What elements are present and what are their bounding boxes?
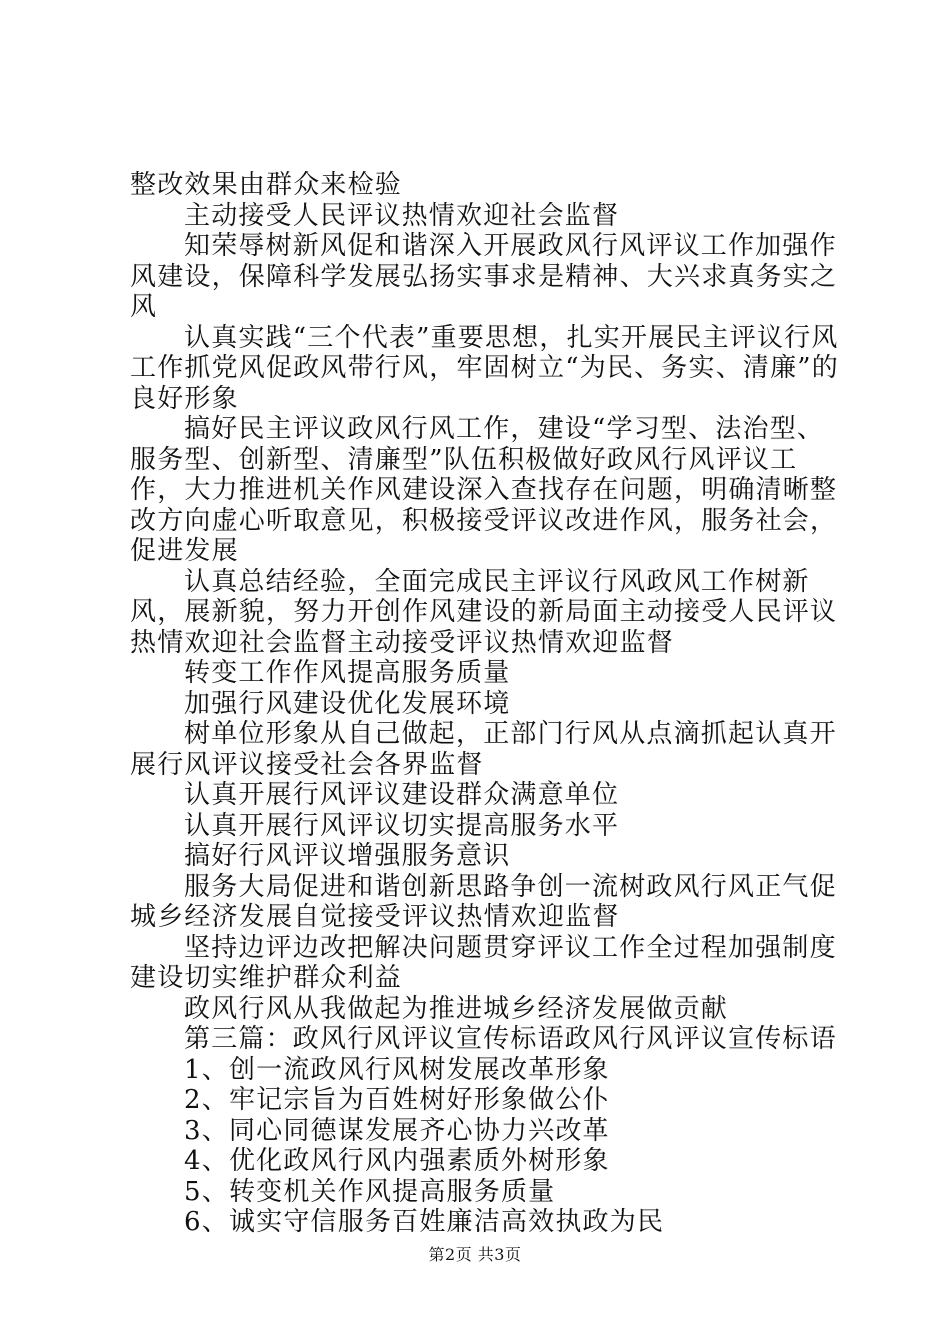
- paragraph-11: 认真开展行风评议切实提高服务水平: [184, 810, 620, 841]
- list-item: 3、同心同德谋发展齐心协力兴改革: [184, 1115, 610, 1146]
- paragraph-7: 转变工作作风提高服务质量: [184, 658, 511, 688]
- paragraph-5: 搞好民主评议政风行风工作，建设“学习型、法治型、服务型、创新型、清廉型”队伍积极做好政风行风评议工作，大力推进机关作风建设深入查找存在问题，明确清晰整改方向虚心听取意见，积极接受评议改进作风，服务社会，促进发展: [130, 414, 838, 566]
- section-heading: 第三篇：政风行风评议宣传标语政风行风评议宣传标语: [184, 1024, 837, 1054]
- paragraph-14: 坚持边评边改把解决问题贯穿评议工作全过程加强制度建设切实维护群众利益: [130, 932, 837, 993]
- paragraph-8: 加强行风建设优化发展环境: [184, 688, 511, 719]
- paragraph-3: 知荣辱树新风促和谐深入开展政风行风评议工作加强作风建设，保障科学发展弘扬实事求是精神、大兴求真务实之风: [130, 231, 838, 322]
- paragraph-1: 整改效果由群众来检验: [130, 170, 403, 200]
- paragraph-6: 认真总结经验，全面完成民主评议行风政风工作树新风，展新貌，努力开创作风建设的新局面主动接受人民评议热情欢迎社会监督主动接受评议热情欢迎监督: [130, 566, 838, 658]
- paragraph-15: 政风行风从我做起为推进城乡经济发展做贡献: [184, 993, 729, 1024]
- list-item: 4、优化政风行风内强素质外树形象: [184, 1146, 610, 1176]
- document-body: [130, 170, 840, 1238]
- paragraph-9: 树单位形象从自己做起，正部门行风从点滴抓起认真开展行风评议接受社会各界监督: [130, 719, 837, 780]
- paragraph-10: 认真开展行风评议建设群众满意单位: [184, 780, 620, 810]
- list-item: 5、转变机关作风提高服务质量: [184, 1176, 556, 1207]
- list-item: 1、创一流政风行风树发展改革形象: [184, 1054, 610, 1085]
- paragraph-4: 认真实践“三个代表”重要思想，扎实开展民主评议行风工作抓党风促政风带行风，牢固树立“为民、务实、清廉”的良好形象: [130, 322, 839, 414]
- paragraph-13: 服务大局促进和谐创新思路争创一流树政风行风正气促城乡经济发展自觉接受评议热情欢迎监督: [130, 871, 837, 932]
- list-item: 2、牢记宗旨为百姓树好形象做公仆: [184, 1085, 610, 1115]
- list-item: 6、诚实守信服务百姓廉洁高效执政为民: [184, 1207, 665, 1237]
- paragraph-12: 搞好行风评议增强服务意识: [184, 841, 511, 871]
- page-number-footer: 第2页 共3页: [428, 1245, 522, 1264]
- paragraph-2: 主动接受人民评议热情欢迎社会监督: [184, 200, 620, 231]
